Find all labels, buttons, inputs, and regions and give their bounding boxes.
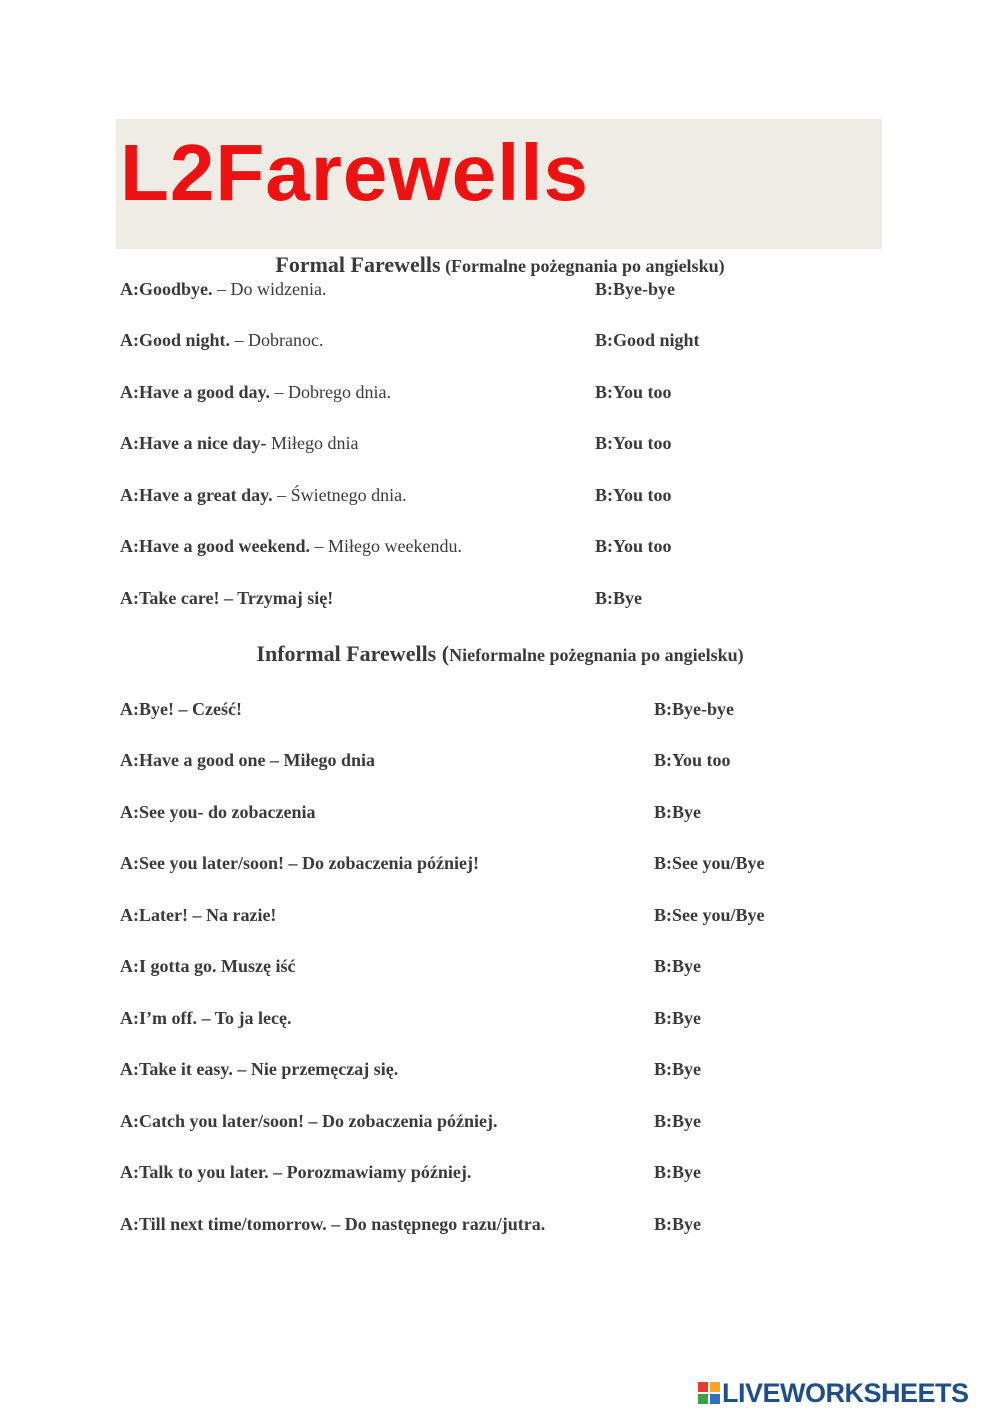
informal-reply: B:See you/Bye [654, 853, 765, 873]
formal-row [0, 536, 1000, 560]
formal-reply: B:Good night [595, 330, 700, 350]
formal-reply: B:You too [595, 382, 672, 402]
informal-phrase: A:Take it easy. – Nie przemęczaj się. [120, 1059, 399, 1079]
formal-row [0, 433, 1000, 457]
title-banner [116, 119, 882, 249]
formal-row [0, 330, 1000, 354]
informal-phrase: A:Later! – Na razie! [120, 905, 277, 925]
formal-phrase: A:Have a nice day- Miłego dnia [120, 433, 359, 453]
page-title: L2Farewells [120, 128, 590, 217]
liveworksheets-brand[interactable] [698, 1378, 998, 1408]
formal-phrase: A:Have a good weekend. – Miłego weekendu. [120, 536, 462, 556]
informal-row [0, 1111, 1000, 1135]
informal-reply: B:You too [654, 750, 731, 770]
informal-row [0, 853, 1000, 877]
informal-row [0, 1059, 1000, 1083]
formal-reply: B:Bye [595, 588, 642, 608]
formal-reply: B:You too [595, 485, 672, 505]
formal-phrase: A:Have a good day. – Dobrego dnia. [120, 382, 391, 402]
informal-reply: B:Bye-bye [654, 699, 734, 719]
formal-phrase: A:Take care! – Trzymaj się! [120, 588, 334, 608]
informal-phrase: A:I gotta go. Muszę iść [120, 956, 296, 976]
formal-phrase: A:Goodbye. – Do widzenia. [120, 279, 327, 299]
informal-reply: B:Bye [654, 802, 701, 822]
informal-reply: B:Bye [654, 1008, 701, 1028]
formal-heading [0, 252, 1000, 278]
informal-row [0, 802, 1000, 826]
informal-row [0, 699, 1000, 723]
formal-row [0, 382, 1000, 406]
informal-phrase: A:Have a good one – Miłego dnia [120, 750, 375, 770]
formal-reply: B:You too [595, 536, 672, 556]
informal-reply: B:Bye [654, 1214, 701, 1234]
formal-phrase: A:Have a great day. – Świetnego dnia. [120, 485, 407, 505]
informal-reply: B:See you/Bye [654, 905, 765, 925]
formal-phrase: A:Good night. – Dobranoc. [120, 330, 324, 350]
formal-reply: B:You too [595, 433, 672, 453]
informal-phrase: A:See you later/soon! – Do zobaczenia później! [120, 853, 479, 873]
informal-phrase: A:See you- do zobaczenia [120, 802, 316, 822]
informal-row [0, 905, 1000, 929]
informal-reply: B:Bye [654, 1162, 701, 1182]
informal-phrase: A:Bye! – Cześć! [120, 699, 242, 719]
formal-reply: B:Bye-bye [595, 279, 675, 299]
liveworksheets-logo-icon [698, 1382, 720, 1404]
informal-reply: B:Bye [654, 956, 701, 976]
informal-phrase: A:I’m off. – To ja lecę. [120, 1008, 292, 1028]
liveworksheets-wordmark: LIVEWORKSHEETS [722, 1378, 969, 1408]
formal-row [0, 588, 1000, 612]
informal-row [0, 1162, 1000, 1186]
formal-heading-main: Formal Farewells [275, 252, 441, 277]
formal-row [0, 279, 1000, 303]
informal-row [0, 750, 1000, 774]
formal-heading-sub: (Formalne pożegnania po angielsku) [440, 256, 725, 276]
formal-row [0, 485, 1000, 509]
informal-row [0, 1008, 1000, 1032]
informal-row [0, 956, 1000, 980]
informal-phrase: A:Talk to you later. – Porozmawiamy później. [120, 1162, 472, 1182]
informal-phrase: A:Till next time/tomorrow. – Do następnego razu/jutra. [120, 1214, 546, 1234]
informal-row [0, 1214, 1000, 1238]
informal-phrase: A:Catch you later/soon! – Do zobaczenia później. [120, 1111, 498, 1131]
informal-heading [0, 641, 1000, 667]
informal-reply: B:Bye [654, 1059, 701, 1079]
informal-heading-main: Informal Farewells ( [256, 641, 450, 666]
informal-reply: B:Bye [654, 1111, 701, 1131]
informal-heading-sub: Nieformalne pożegnania po angielsku) [449, 645, 744, 665]
